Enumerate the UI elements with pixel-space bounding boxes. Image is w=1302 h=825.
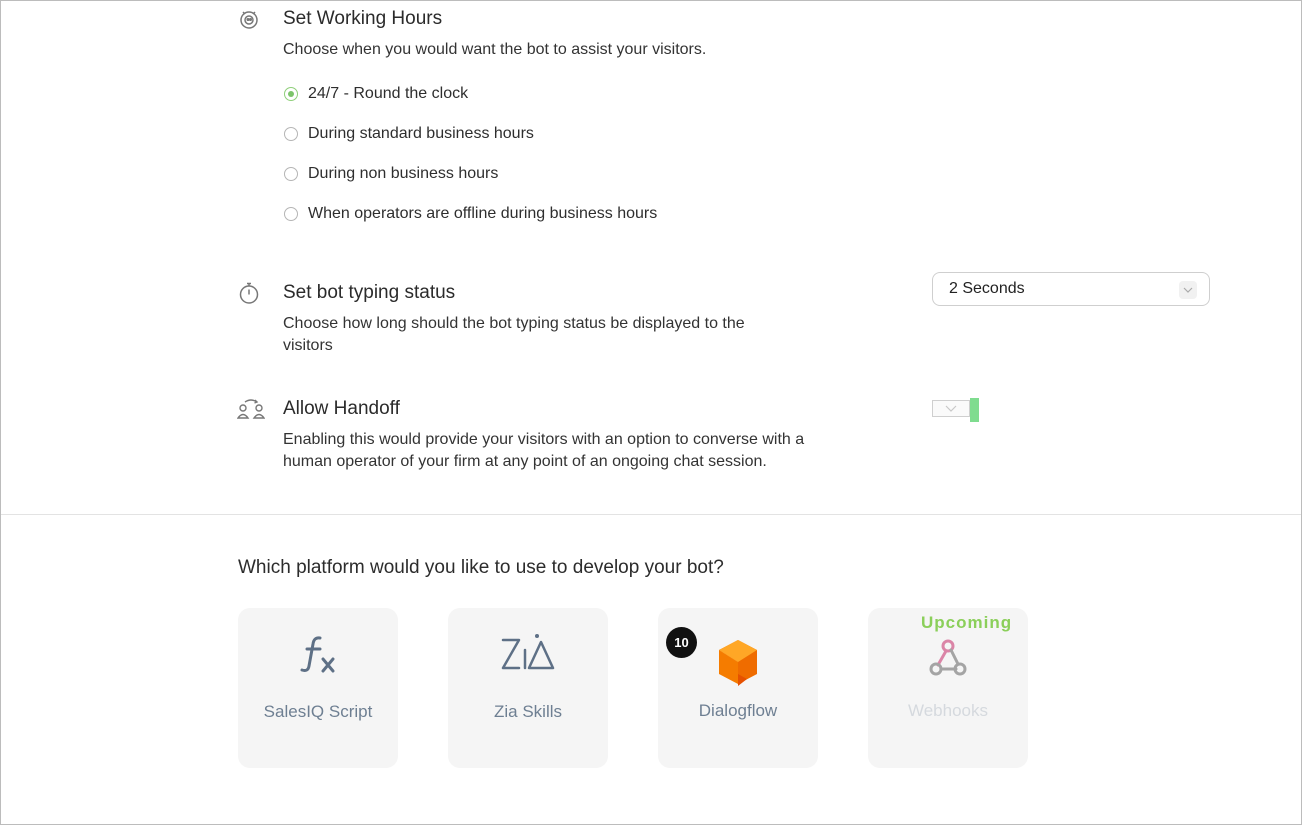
radio-standard-business-hours[interactable] — [284, 125, 534, 143]
toggle-knob[interactable] — [970, 398, 979, 422]
radio-label: 24/7 - Round the clock — [308, 85, 469, 102]
card-label: Dialogflow — [698, 701, 778, 720]
handoff-description-line1: Enabling this would provide your visitors with an option to converse with a — [283, 431, 805, 448]
notification-badge: 10 — [666, 627, 697, 658]
checkmark-icon — [933, 401, 969, 416]
radio-button[interactable] — [284, 127, 298, 141]
select-value: 2 Seconds — [949, 280, 1025, 297]
upcoming-tag: Upcoming — [921, 613, 1013, 632]
bot-icon — [237, 7, 261, 31]
typing-status-description-line2: visitors — [283, 337, 333, 354]
webhook-icon — [926, 638, 970, 683]
radio-round-the-clock[interactable] — [284, 85, 468, 103]
handoff-icon — [237, 398, 265, 422]
radio-non-business-hours[interactable] — [284, 165, 498, 183]
dialogflow-icon — [717, 638, 759, 693]
card-label: SalesIQ Script — [263, 702, 373, 721]
radio-label: During non business hours — [308, 165, 499, 182]
working-hours-description: Choose when you would want the bot to assist your visitors. — [283, 41, 707, 58]
handoff-title: Allow Handoff — [283, 398, 400, 419]
handoff-toggle[interactable] — [932, 398, 980, 422]
section-divider — [1, 514, 1301, 515]
radio-button[interactable] — [284, 87, 298, 101]
chevron-down-icon[interactable] — [1179, 281, 1197, 299]
toggle-track[interactable] — [932, 400, 970, 417]
typing-status-title: Set bot typing status — [283, 282, 456, 303]
handoff-description-line2: human operator of your firm at any point of an ongoing chat session. — [283, 453, 767, 470]
function-icon — [296, 632, 340, 681]
typing-duration-select[interactable] — [932, 272, 1210, 306]
card-label: Webhooks — [907, 701, 988, 720]
stopwatch-icon — [237, 281, 261, 305]
platform-card-salesiq-script[interactable] — [238, 608, 398, 768]
radio-button[interactable] — [284, 167, 298, 181]
radio-label: When operators are offline during business hours — [308, 205, 658, 222]
radio-label: During standard business hours — [308, 125, 534, 142]
platform-question: Which platform would you like to use to develop your bot? — [238, 557, 724, 578]
radio-operators-offline[interactable] — [284, 205, 657, 223]
working-hours-title: Set Working Hours — [283, 8, 443, 29]
platform-card-zia-skills[interactable] — [448, 608, 608, 768]
typing-status-description-line1: Choose how long should the bot typing status be displayed to the — [283, 315, 745, 332]
zia-icon — [499, 632, 557, 681]
radio-button[interactable] — [284, 207, 298, 221]
card-label: Zia Skills — [493, 702, 562, 721]
